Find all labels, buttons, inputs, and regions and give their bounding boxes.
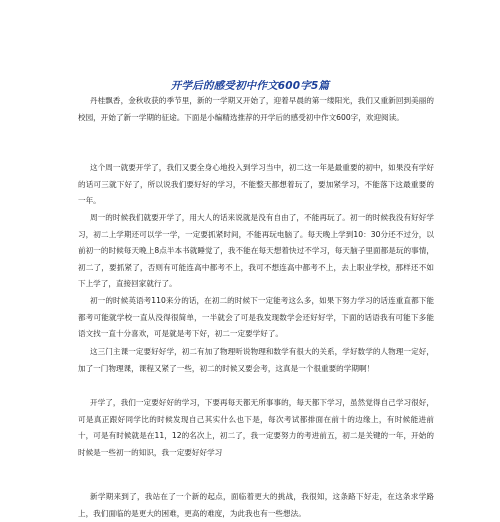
paragraph-6: 开学了，我们一定要好好的学习，下要再每天都无所事事的，每天都下学习，虽然觉得自己学习很好，可是真正跟好同学比的时候发现自己其实什么也下是，每次考试都排面在前十的边缘上，有时候能进前十，可是有时候就是在11，12的名次上，初二了，我一定要努力的考进前五，初二是关键的一年，开始的时候是一些初一的知识，我一定要好好学习 bbox=[78, 398, 434, 457]
article-title: 开学后的感受初中作文600字5篇 bbox=[170, 80, 330, 92]
paragraph-3: 周一的时候我们就要开学了，用大人的话来说就是没有自由了，不能再玩了。初一的时候我没有好好学习，初二上学期还可以学一学，一定要抓紧时间，不能再玩电脑了。每天晚上学到10：30分还不过分，以前初一的时候每天晚上8点半本书就睡觉了，我不能在每天想着快过不学习，每天脑子里面都是玩的事情，初二了，要抓紧了，否则有可能连高中都考不上，我可不想连高中都考不上，去上职业学校，那样还不如下上学了，直接回家就行了。 bbox=[78, 213, 434, 289]
paragraph-2: 这个周一就要开学了，我们又要全身心地投入到学习当中，初二这一年是最重要的初中，如果没有学好的话可三就下好了，所以说我们要好好的学习，不能整天都想着玩了，要加紧学习，不能落下这最重要的一年。 bbox=[78, 163, 434, 206]
paragraph-4: 初一的时候英语考110来分的话，在初二的时候下一定能考这么多，如果下努力学习的话连重直都下能都考可能就学校一直从没得很简单，一半就会了可是我发现数学会还好好学，下面的话语我有可能下多能语文找一直十分喜欢，可是就是考下好，初二一定要学好了。 bbox=[78, 296, 434, 339]
paragraph-7: 新学期来到了，我站在了一个新的起点，面临着更大的挑战，我很知，这条路下好走，在这条求学路上，我们面临的是更大的困难，更高的难度，为此我也有一些想法。 bbox=[78, 492, 434, 518]
paragraph-intro: 丹桂飘香，金秋收获的季节里，新的一学期又开始了，迎着早晨的第一缕阳光，我们又重新回到美丽的校园，开始了新一学期的征途。下面是小编精选推荐的开学后的感受初中作文600字，欢迎阅读。 bbox=[78, 96, 434, 122]
paragraph-5: 这三门主课一定要好好学，初二有加了物理听说物理和数学有很大的关系，学好数学的人物理一定好，加了一门物理课，课程又紧了一些，初二的时候又要会考，这真是一个很重要的学期啊！ bbox=[78, 347, 434, 373]
